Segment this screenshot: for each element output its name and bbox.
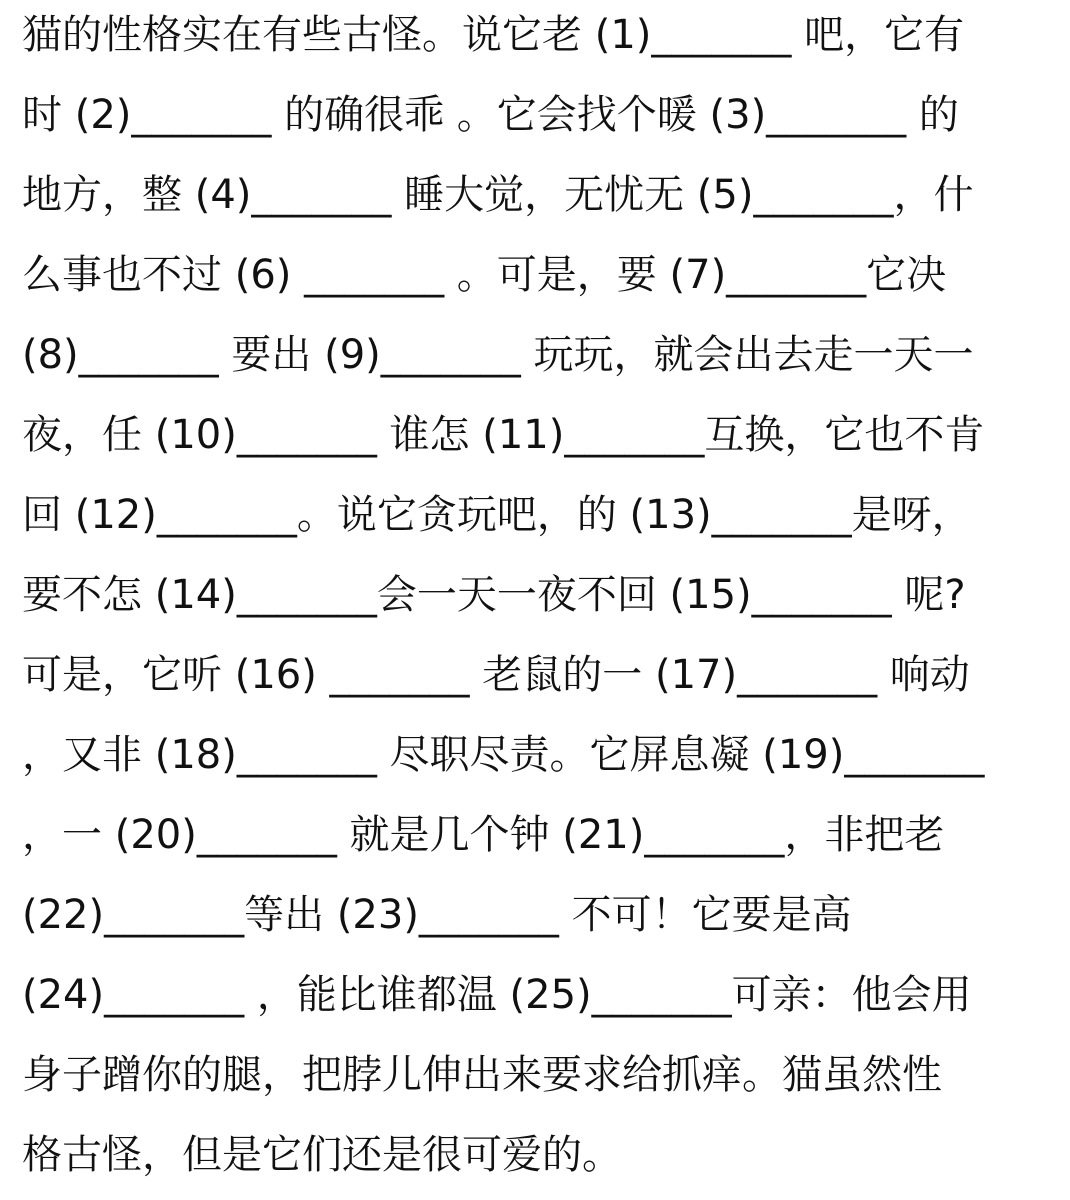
- passage-line-5: [22, 320, 973, 390]
- passage-line-4: [22, 240, 946, 310]
- passage-text: 地方，整 (4)_______ 睡大觉，无忧无 (5)_______，什: [22, 172, 974, 218]
- passage-text: 可是，它听 (16) _______ 老鼠的一 (17)_______ 响动: [22, 652, 970, 698]
- passage-line-6: [22, 400, 984, 470]
- passage-line-7: [22, 480, 972, 550]
- passage-text: (24)_______ ，能比谁都温 (25)_______可亲：他会用: [22, 972, 972, 1018]
- passage-text: 夜，任 (10)_______ 谁怎 (11)_______互换，它也不肯: [22, 412, 985, 458]
- passage-line-8: [22, 560, 966, 630]
- passage-line-3: [22, 160, 973, 230]
- passage-line-15: [22, 1120, 622, 1190]
- passage-line-10: [22, 720, 984, 790]
- passage-text: 么事也不过 (6) _______ 。可是，要 (7)_______它决: [22, 252, 947, 298]
- passage-line-12: [22, 880, 852, 950]
- passage-line-14: [22, 1040, 942, 1110]
- passage-line-2: [22, 80, 959, 150]
- passage-line-1: [22, 0, 964, 70]
- passage-line-13: [22, 960, 972, 1030]
- passage-text: 要不怎 (14)_______会一天一夜不回 (15)_______ 呢?: [22, 572, 966, 618]
- passage-text: (8)_______ 要出 (9)_______ 玩玩，就会出去走一天一: [22, 332, 974, 378]
- passage-text: (22)_______等出 (23)_______ 不可！它要是高: [22, 892, 852, 938]
- passage-text: 时 (2)_______ 的确很乖 。它会找个暖 (3)_______ 的: [22, 92, 959, 138]
- passage-text: 猫的性格实在有些古怪。说它老 (1)_______ 吧，它有: [22, 12, 965, 58]
- passage-line-11: [22, 800, 944, 870]
- passage-text: 回 (12)_______。说它贪玩吧，的 (13)_______是呀，: [22, 492, 972, 538]
- passage-text: 身子蹭你的腿，把脖儿伸出来要求给抓痒。猫虽然性: [22, 1052, 942, 1098]
- passage-line-9: [22, 640, 970, 710]
- passage-text: ，又非 (18)_______ 尽职尽责。它屏息凝 (19)_______: [22, 732, 985, 778]
- passage-text: ，一 (20)_______ 就是几个钟 (21)_______，非把老: [22, 812, 945, 858]
- passage-text: 格古怪，但是它们还是很可爱的。: [22, 1132, 622, 1178]
